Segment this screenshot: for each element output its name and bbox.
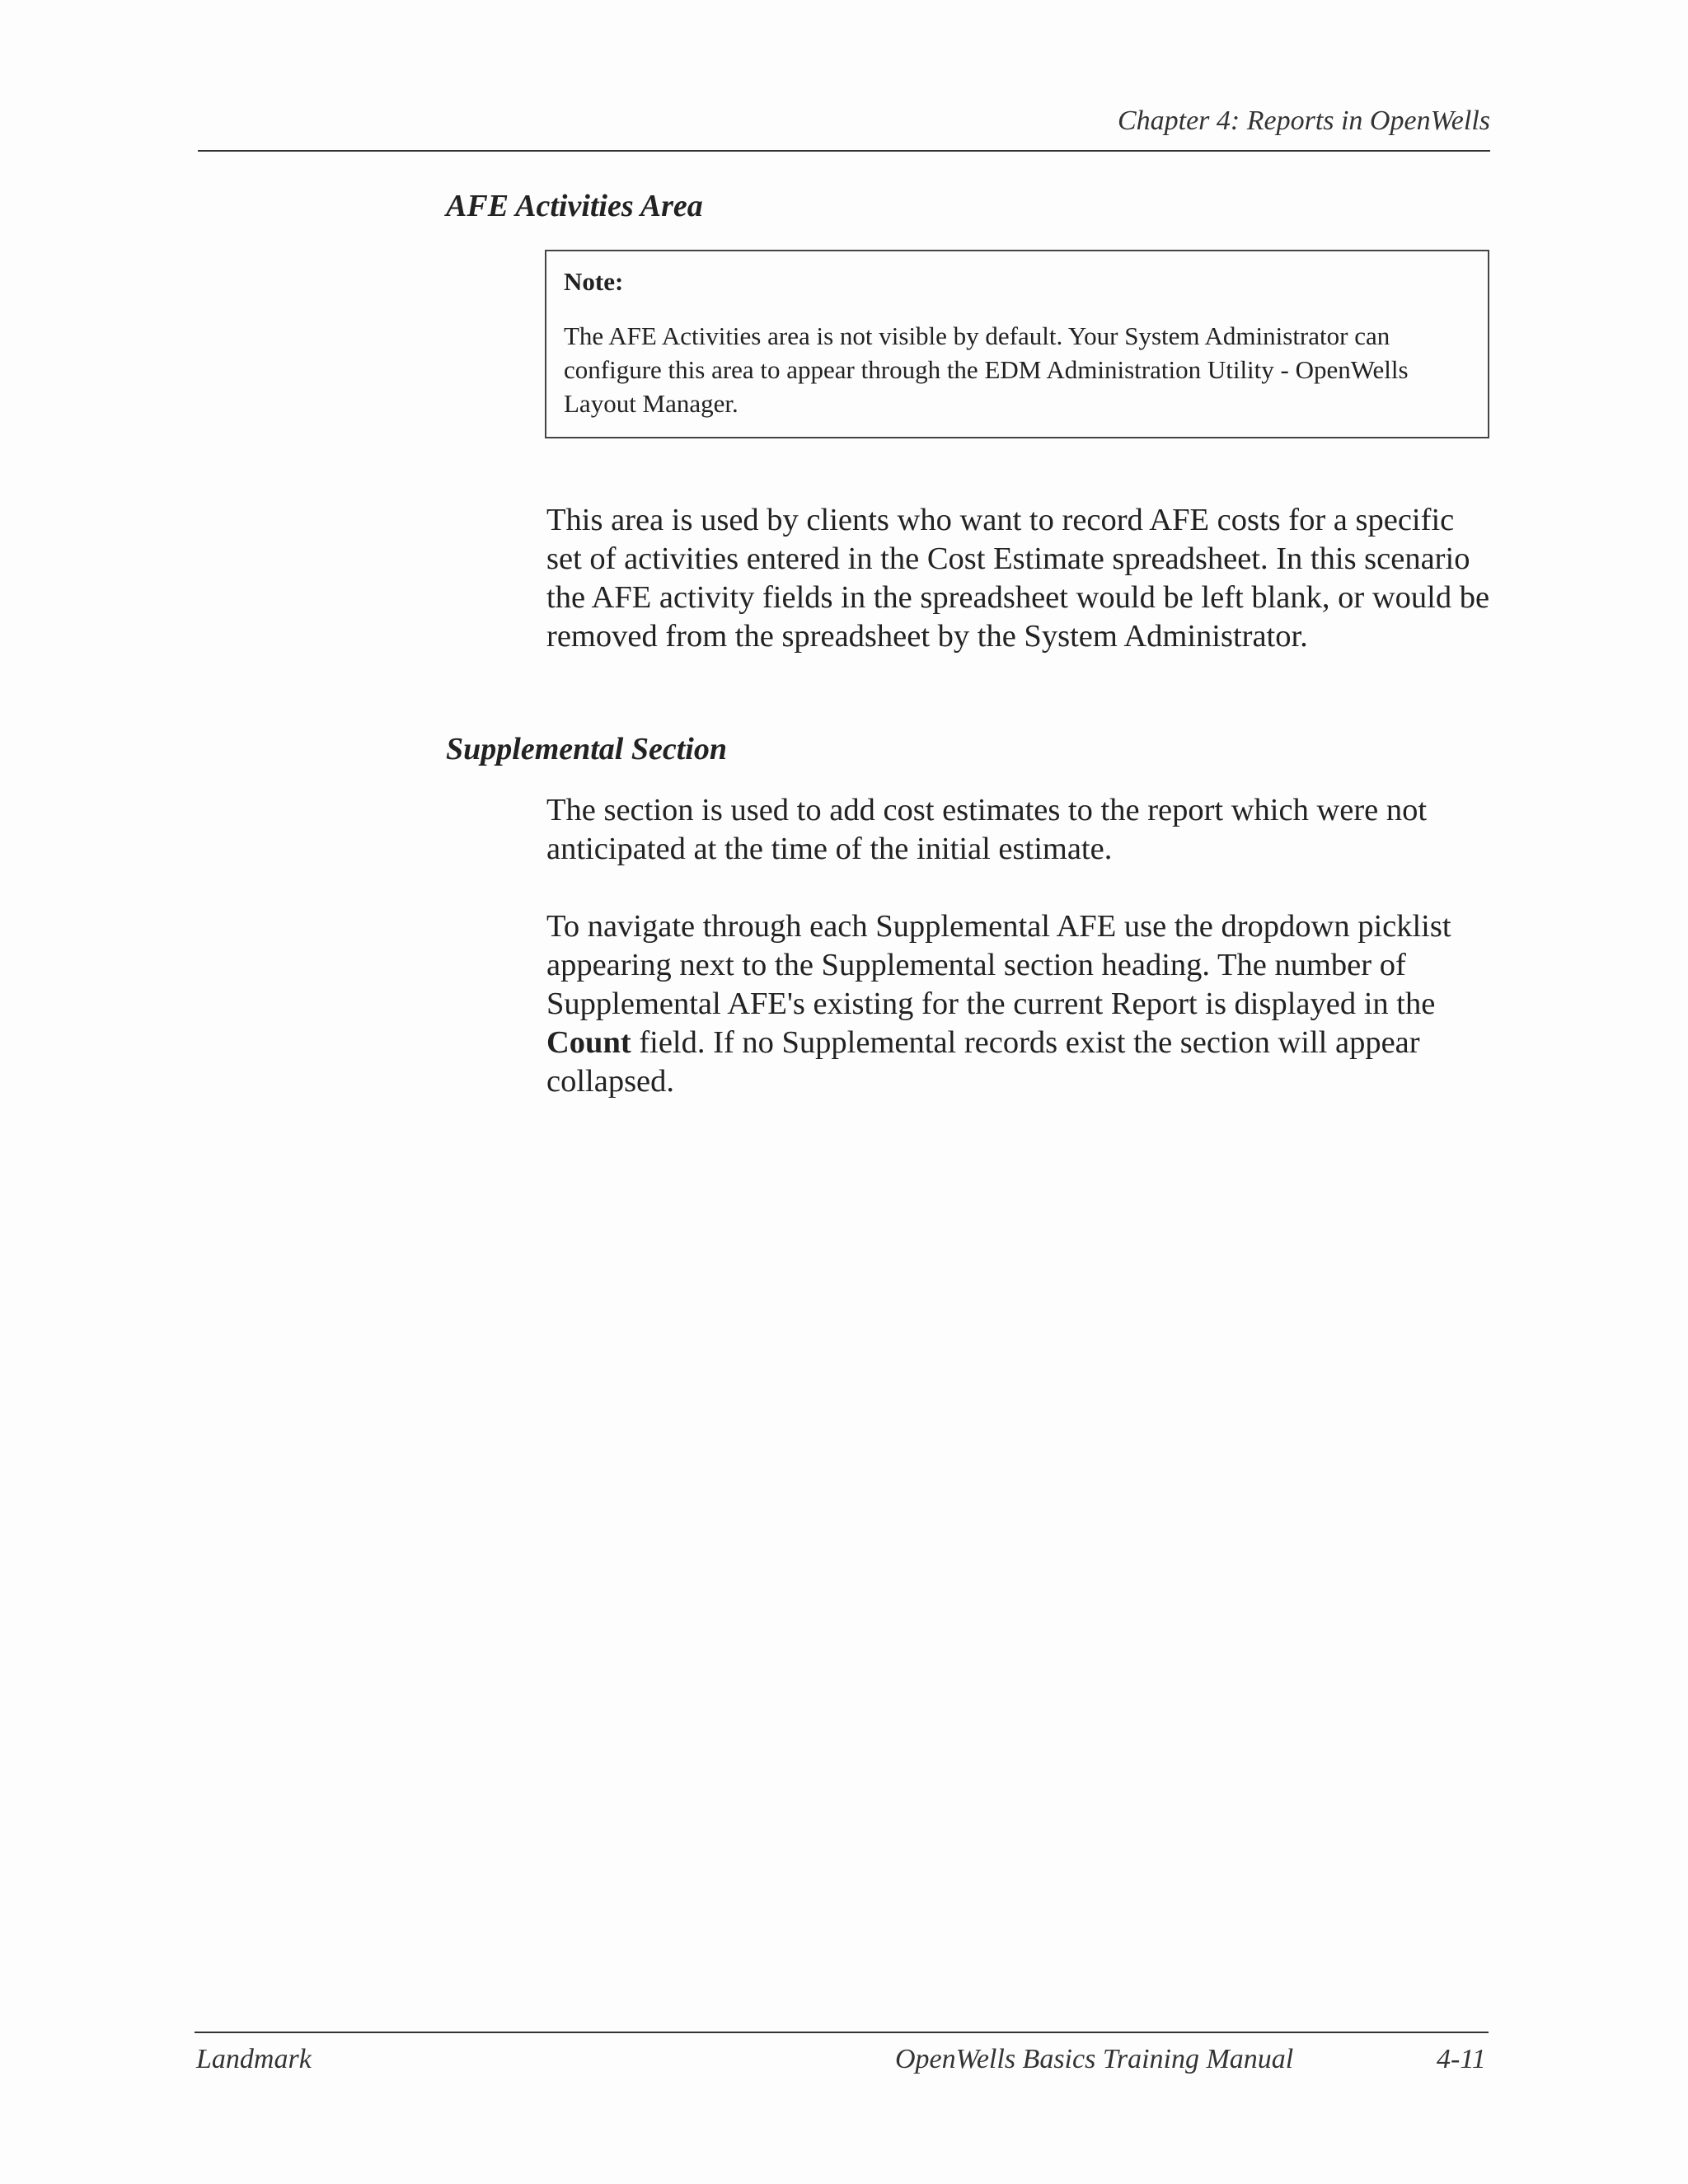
chapter-header: Chapter 4: Reports in OpenWells (1117, 105, 1490, 136)
note-text: The AFE Activities area is not visible by default. Your System Administrator can configure this area to appear through the EDM Administration Utility - OpenWells Layout Manager. (564, 321, 1409, 418)
footer-page-number: 4-11 (1437, 2044, 1486, 2074)
note-label: Note: (564, 267, 624, 296)
supplemental-paragraph-2 (546, 907, 1494, 1101)
count-field-label: Count (546, 1025, 631, 1060)
supplemental-section-heading: Supplemental Section (446, 732, 727, 766)
afe-activities-paragraph: This area is used by clients who want to record AFE costs for a specific set of activities entered in the Cost Estimate spreadsheet. In this scenario the AFE activity fields in the spreadsheet would be left blank, or would be removed from the spreadsheet by the System Administrator. (546, 503, 1490, 654)
supplemental-paragraph-2-text-after: field. If no Supplemental records exist the section will appear collapsed. (546, 1025, 1420, 1099)
footer-divider (195, 2032, 1489, 2033)
note-box (545, 250, 1489, 438)
afe-activities-heading: AFE Activities Area (446, 189, 703, 223)
supplemental-paragraph-1: The section is used to add cost estimates to the report which were not anticipated at the time of the initial estimate. (546, 793, 1428, 866)
footer-manual-title: OpenWells Basics Training Manual (895, 2044, 1294, 2074)
footer-company: Landmark (196, 2044, 312, 2074)
supplemental-paragraph-2-text-before: To navigate through each Supplemental AFE use the dropdown picklist appearing next to the Supplemental section heading. The number of Supplemental AFE's existing for the current Report is displayed in the (546, 909, 1451, 1021)
header-divider (198, 150, 1490, 152)
